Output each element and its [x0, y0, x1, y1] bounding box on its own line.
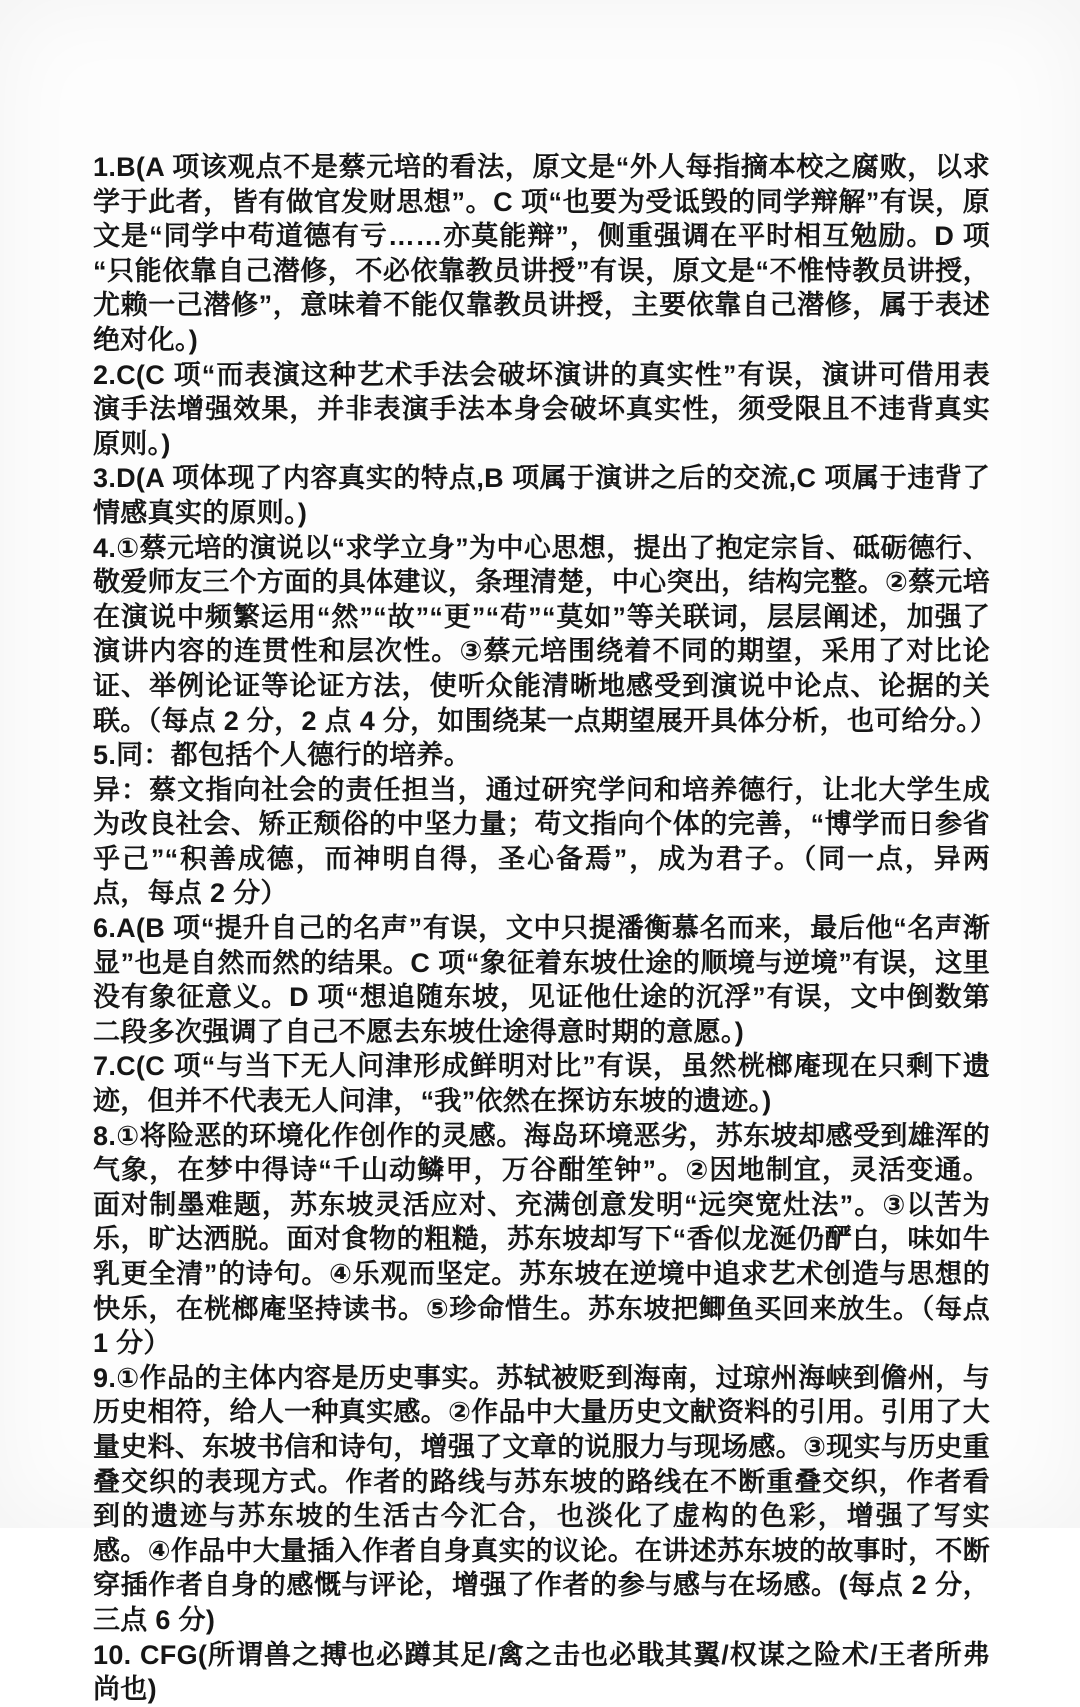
answer-paragraph-2: 2.C(C 项“而表演这种艺术手法会破坏演讲的真实性”有误，演讲可借用表演手法增强效果，并非表演手法本身会破坏真实性，须受限且不违背真实原则。): [93, 359, 990, 459]
answer-paragraph-5-diff: 异：蔡文指向社会的责任担当，通过研究学问和培养德行，让北大学生成为改良社会、矫正颓俗的中坚力量；苟文指向个体的完善，“博学而日参省乎己”“积善成德，而神明自得，圣心备焉”，成为君子。（同一点，异两点，每点 2 分）: [93, 774, 990, 909]
answer-paragraph-3: 3.D(A 项体现了内容真实的特点,B 项属于演讲之后的交流,C 项属于违背了情感真实的原则。): [93, 463, 990, 528]
answer-paragraph-6: 6.A(B 项“提升自己的名声”有误，文中只提潘衡慕名而来，最后他“名声渐显”也是自然而然的结果。C 项“象征着东坡仕途的顺境与逆境”有误，这里没有象征意义。D 项“想追随东坡，见证他仕途的沉浮”有误，文中倒数第二段多次强调了自己不愿去东坡仕途得意时期的意愿。): [93, 913, 990, 1047]
answers-list: [93, 150, 998, 1707]
answer-paragraph-4: 4.①蔡元培的演说以“求学立身”为中心思想，提出了抱定宗旨、砥砺德行、敬爱师友三个方面的具体建议，条理清楚，中心突出，结构完整。②蔡元培在演说中频繁运用“然”“故”“更”“苟”“莫如”等关联词，层层阐述，加强了演讲内容的连贯性和层次性。③蔡元培围绕着不同的期望，采用了对比论证、举例论证等论证方法，使听众能清晰地感受到演说中论点、论据的关联。（每点 2 分，2 点 4 分，如围绕某一点期望展开具体分析，也可给分。）: [93, 532, 998, 736]
answer-paragraph-1: 1.B(A 项该观点不是蔡元培的看法，原文是“外人每指摘本校之腐败，以求学于此者，皆有做官发财思想”。C 项“也要为受诋毁的同学辩解”有误，原文是“同学中苟道德有亏……亦莫能辩”，侧重强调在平时相互勉励。D 项“只能依靠自己潜修，不必依靠教员讲授”有误，原文是“不惟恃教员讲授，尤赖一己潜修”，意味着不能仅靠教员讲授，主要依靠自己潜修，属于表述绝对化。): [93, 152, 990, 355]
answer-key-content: [93, 150, 998, 1707]
answer-paragraph-5-same: 5.同：都包括个人德行的培养。: [93, 740, 472, 771]
answer-paragraph-7: 7.C(C 项“与当下无人问津形成鲜明对比”有误，虽然桄榔庵现在只剩下遗迹，但并不代表无人问津，“我”依然在探访东坡的遗迹。): [93, 1051, 990, 1117]
answer-paragraph-10: 10. CFG(所谓兽之搏也必蹲其足/禽之击也必戢其翼/权谋之险术/王者所弗尚也): [93, 1639, 990, 1705]
answer-paragraph-9: 9.①作品的主体内容是历史事实。苏轼被贬到海南，过琼州海峡到儋州，与历史相符，给人一种真实感。②作品中大量历史文献资料的引用。引用了大量史料、东坡书信和诗句，增强了文章的说服力与现场感。③现实与历史重叠交织的表现方式。作者的路线与苏东坡的路线在不断重叠交织，作者看到的遗迹与苏东坡的生活古今汇合，也淡化了虚构的色彩，增强了写实感。④作品中大量插入作者自身真实的议论。在讲述苏东坡的故事时，不断穿插作者自身的感慨与评论，增强了作者的参与感与在场感。(每点 2 分，三点 6 分): [93, 1362, 990, 1635]
answer-paragraph-8: 8.①将险恶的环境化作创作的灵感。海岛环境恶劣，苏东坡却感受到雄浑的气象，在梦中得诗“千山动鳞甲，万谷酣笙钟”。②因地制宜，灵活变通。面对制墨难题，苏东坡灵活应对、充满创意发明“远突宽灶法”。③以苦为乐，旷达洒脱。面对食物的粗糙，苏东坡却写下“香似龙涎仍酽白，味如牛乳更全清”的诗句。④乐观而坚定。苏东坡在逆境中追求艺术创造与思想的快乐，在桄榔庵坚持读书。⑤珍命惜生。苏东坡把鲫鱼买回来放生。（每点 1 分）: [93, 1120, 990, 1359]
